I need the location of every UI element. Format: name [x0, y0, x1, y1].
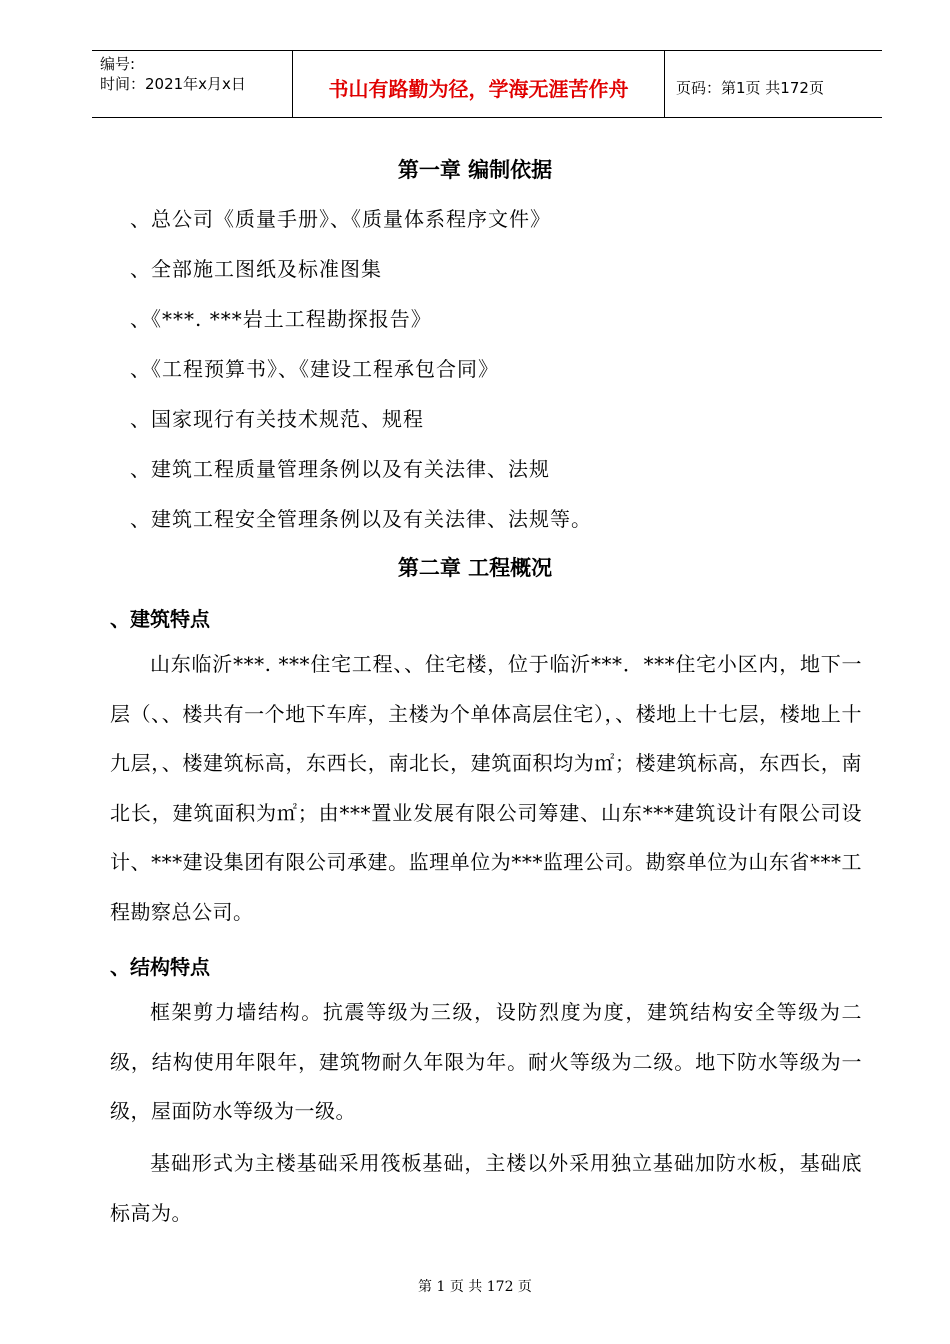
chapter1-title: 第一章 编制依据: [397, 158, 553, 182]
foundation-paragraph: 基础形式为主楼基础采用筏板基础，主楼以外采用独立基础加防水板，基础底标高为。: [110, 1151, 862, 1225]
section-title-building: 、建筑特点: [110, 607, 210, 631]
basis-item: 、总公司《质量手册》、《质量体系程序文件》: [130, 207, 551, 231]
header-page-label: 页码：第1页 共172页: [676, 78, 824, 97]
page-footer: 第 1 页 共 172 页: [418, 1279, 532, 1295]
basis-item: 、全部施工图纸及标准图集: [130, 257, 382, 281]
basis-item: 、《工程预算书》、《建设工程承包合同》: [130, 357, 499, 381]
basis-item: 、国家现行有关技术规范、规程: [130, 407, 424, 431]
basis-item: 、《***. ***岩土工程勘探报告》: [130, 307, 432, 331]
section-title-structure: 、结构特点: [110, 955, 210, 979]
document-time-label: 时间：2021年x月x日: [100, 75, 246, 93]
header-left-cell: [92, 51, 293, 117]
page-header: [92, 50, 882, 118]
document-number-label: 编号:: [100, 55, 136, 73]
building-features-paragraph: 山东临沂***. ***住宅工程、、住宅楼，位于临沂***．***住宅小区内，地下一层（、、楼共有一个地下车库，主楼为个单体高层住宅），、楼地上十七层，楼地上十九层，、楼建筑标高，东西长，南北长，建筑面积均为㎡；楼建筑标高，东西长，南北长，建筑面积为㎡；由***置业发展有限公司筹建、山东***建筑设计有限公司设计、***建设集团有限公司承建。监理单位为***监理公司。勘察单位为山东省***工程勘察总公司。: [110, 652, 862, 924]
chapter2-title: 第二章 工程概况: [397, 556, 553, 580]
structure-paragraph: 框架剪力墙结构。抗震等级为三级，设防烈度为度，建筑结构安全等级为二级，结构使用年限年，建筑物耐久年限为年。耐火等级为二级。地下防水等级为一级，屋面防水等级为一级。: [110, 1000, 862, 1123]
basis-item: 、建筑工程安全管理条例以及有关法律、法规等。: [130, 507, 592, 531]
basis-item: 、建筑工程质量管理条例以及有关法律、法规: [130, 457, 550, 481]
header-motto: 书山有路勤为径，学海无涯苦作舟: [293, 51, 665, 117]
